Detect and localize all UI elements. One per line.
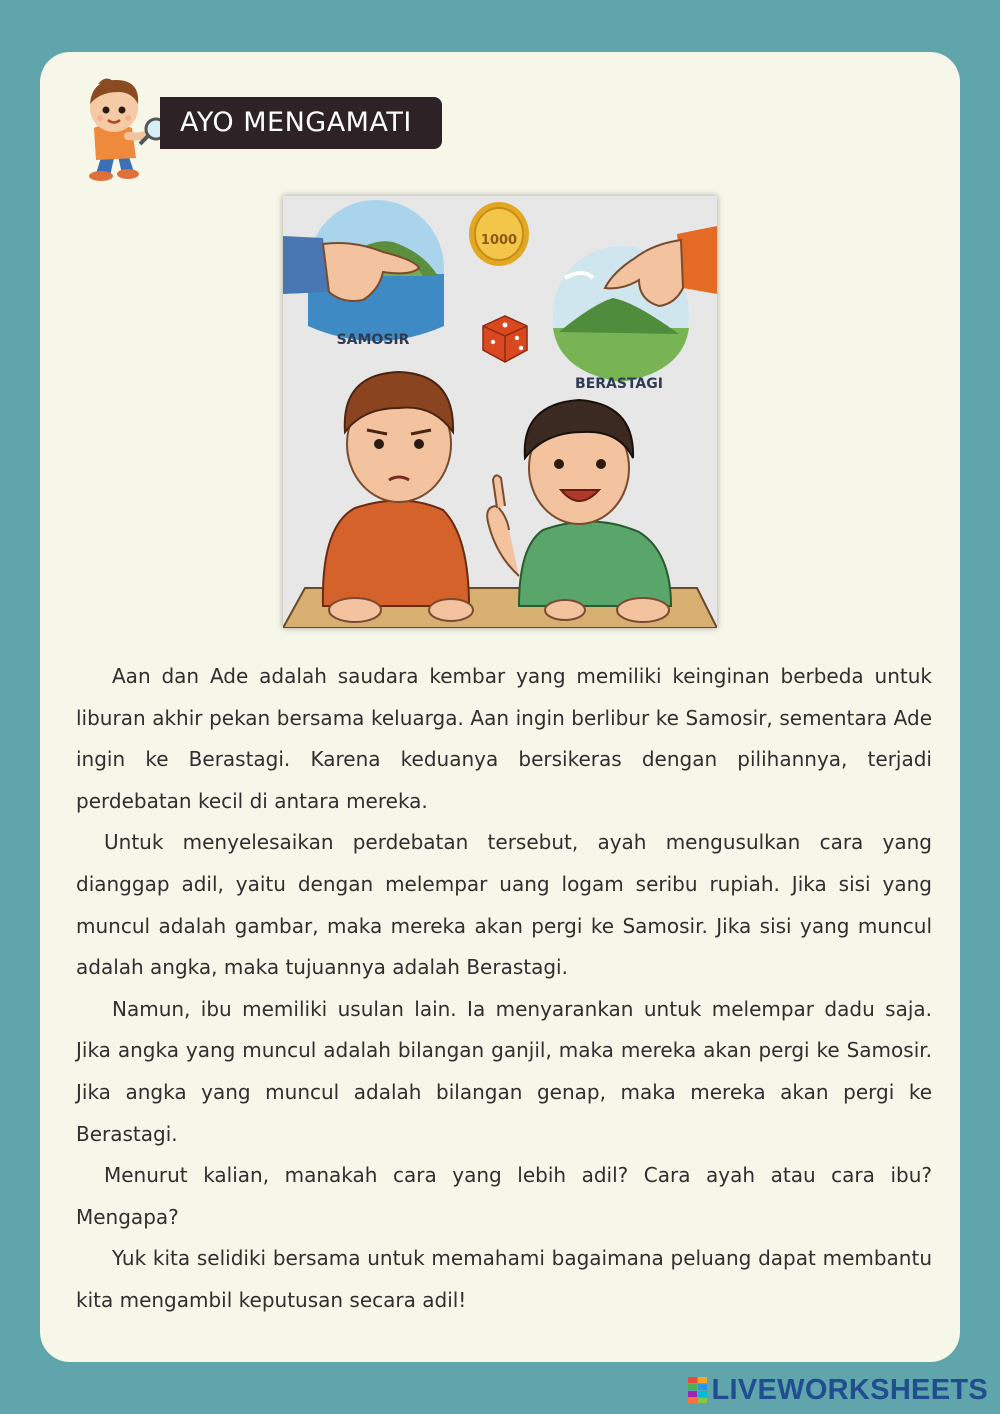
liveworksheets-brand <box>688 1372 989 1408</box>
coin-icon <box>469 202 529 266</box>
samosir-label: SAMOSIR <box>336 332 410 348</box>
liveworksheets-logo-icon <box>688 1377 708 1403</box>
brand-text: LIVEWORKSHEETS <box>711 1373 988 1406</box>
berastagi-label: BERASTAGI <box>575 376 663 392</box>
story-paragraph: Untuk menyelesaikan perdebatan tersebut, ayah mengusulkan cara yang dianggap adil, yaitu dengan melempar uang logam seribu rupiah. Jika sisi yang muncul adalah gambar, maka mereka akan pergi ke Samosir. Jika sisi yang muncul adalah angka, maka tujuannya adalah Berastagi. <box>76 830 932 980</box>
story-paragraph: Yuk kita selidiki bersama untuk memahami bagaimana peluang dapat membantu kita mengambil keputusan secara adil! <box>76 1246 932 1312</box>
story-paragraph: Aan dan Ade adalah saudara kembar yang memiliki keinginan berbeda untuk liburan akhir pekan bersama keluarga. Aan ingin berlibur ke Samosir, sementara Ade ingin ke Berastagi. Karena keduanya bersikeras dengan pilihannya, terjadi perdebatan kecil di antara mereka. <box>76 664 932 813</box>
twins-debate-illustration <box>283 196 717 628</box>
story-paragraph: Menurut kalian, manakah cara yang lebih adil? Cara ayah atau cara ibu? Mengapa? <box>76 1163 932 1229</box>
coin-value: 1000 <box>480 233 518 248</box>
story-paragraph: Namun, ibu memiliki usulan lain. Ia menyarankan untuk melempar dadu saja. Jika angka yang muncul adalah bilangan ganjil, maka mereka akan pergi ke Samosir. Jika angka yang muncul adalah bilangan genap, maka mereka akan pergi ke Berastagi. <box>76 996 932 1146</box>
story-text <box>76 656 932 1322</box>
section-title-badge: AYO MENGAMATI <box>160 97 442 149</box>
